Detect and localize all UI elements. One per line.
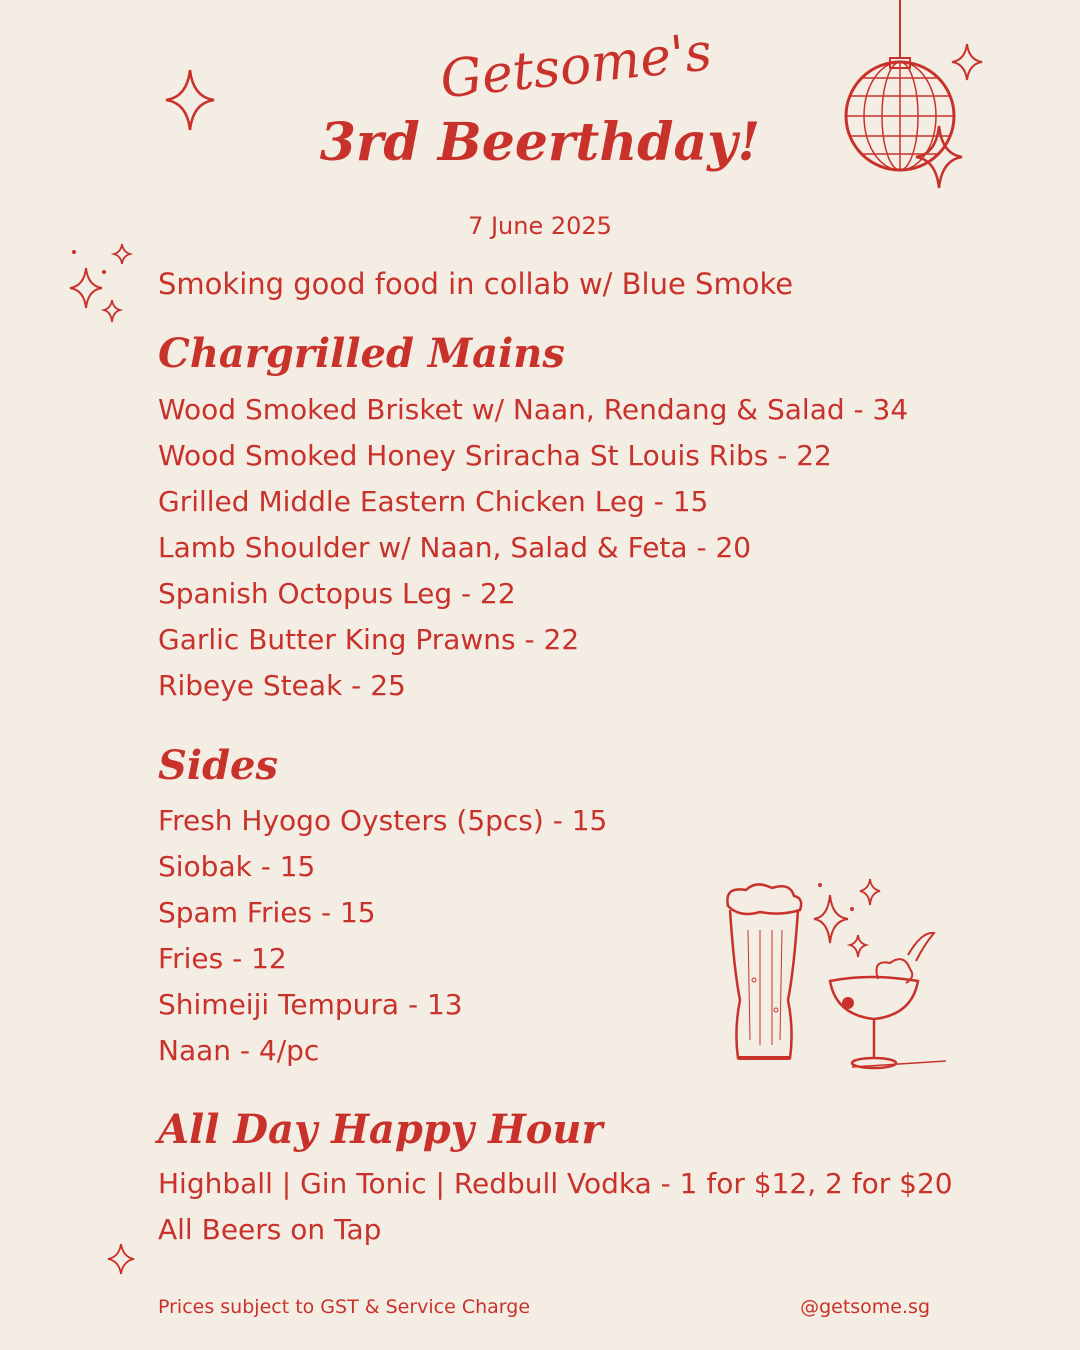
list-item: Highball | Gin Tonic | Redbull Vodka - 1 for $12, 2 for $20	[158, 1167, 953, 1200]
cocktail-glass-icon	[812, 875, 952, 1075]
page-title: 3rd Beerthday!	[319, 112, 761, 173]
list-item: Garlic Butter King Prawns - 22	[158, 623, 580, 656]
list-item: Wood Smoked Brisket w/ Naan, Rendang & Salad - 34	[158, 393, 909, 426]
happy-hour-list	[158, 1161, 953, 1253]
footer-note: Prices subject to GST & Service Charge	[158, 1296, 531, 1318]
event-date: 7 June 2025	[468, 212, 612, 240]
list-item: All Beers on Tap	[158, 1213, 382, 1246]
list-item: Naan - 4/pc	[158, 1034, 320, 1067]
sides-list	[158, 798, 607, 1074]
list-item: Lamb Shoulder w/ Naan, Salad & Feta - 20	[158, 531, 752, 564]
social-handle: @getsome.sg	[800, 1296, 930, 1318]
list-item: Grilled Middle Eastern Chicken Leg - 15	[158, 485, 709, 518]
list-item: Fresh Hyogo Oysters (5pcs) - 15	[158, 804, 608, 837]
list-item: Spanish Octopus Leg - 22	[158, 577, 516, 610]
list-item: Shimeiji Tempura - 13	[158, 988, 463, 1021]
sparkle-icon	[68, 242, 132, 332]
section-title-happy-hour: All Day Happy Hour	[158, 1106, 603, 1153]
list-item: Spam Fries - 15	[158, 896, 376, 929]
disco-ball-icon	[840, 0, 960, 175]
sparkle-icon	[166, 70, 214, 130]
tagline: Smoking good food in collab w/ Blue Smoke	[158, 267, 794, 301]
list-item: Siobak - 15	[158, 850, 316, 883]
list-item: Ribeye Steak - 25	[158, 669, 406, 702]
section-title-mains: Chargrilled Mains	[158, 330, 565, 377]
beer-glass-icon	[720, 880, 810, 1065]
list-item: Wood Smoked Honey Sriracha St Louis Ribs - 22	[158, 439, 832, 472]
mains-list	[158, 387, 908, 709]
section-title-sides: Sides	[158, 742, 279, 789]
list-item: Fries - 12	[158, 942, 287, 975]
sparkle-icon	[108, 1244, 134, 1274]
brand-name: Getsome's	[437, 22, 715, 111]
